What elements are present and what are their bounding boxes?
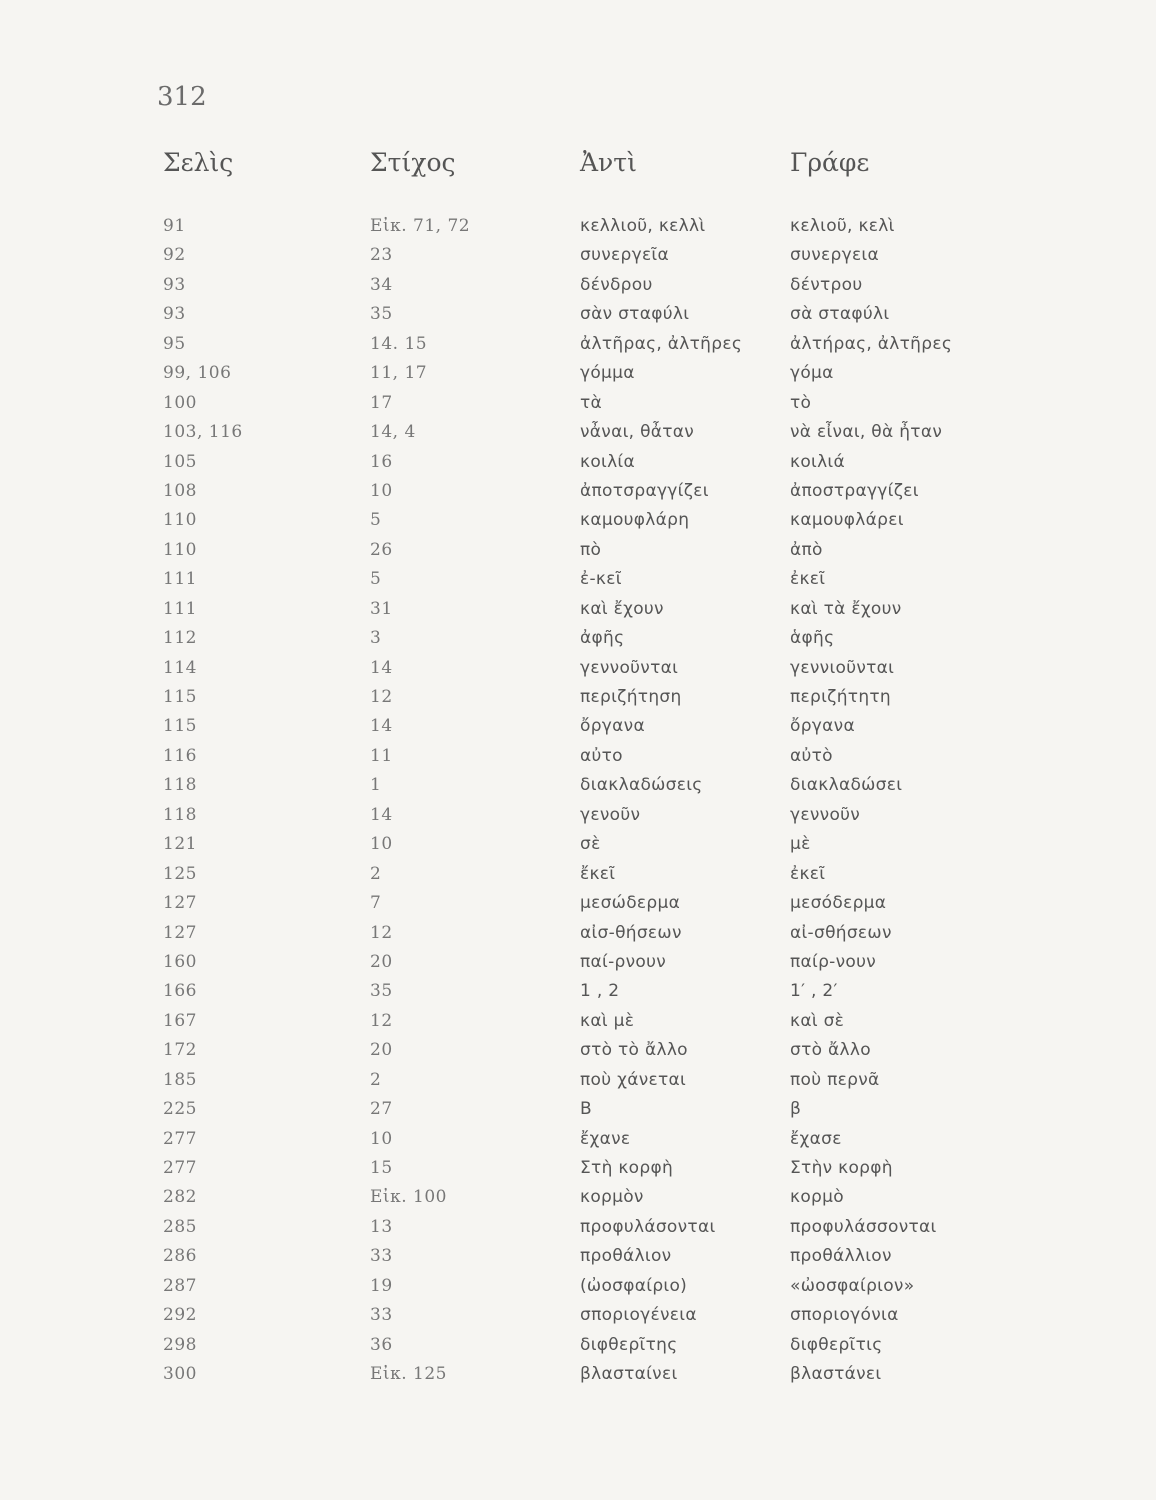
cell-line: 11 — [370, 745, 393, 766]
cell-instead-of: γεννοῦνται — [580, 657, 679, 678]
cell-instead-of: ποὺ χάνεται — [580, 1069, 687, 1090]
cell-write: προθάλλιον — [790, 1246, 892, 1267]
cell-page: 108 — [163, 480, 197, 501]
cell-page: 300 — [163, 1364, 197, 1385]
cell-page: 114 — [163, 657, 197, 678]
cell-write: μεσόδερμα — [790, 893, 887, 914]
cell-write: ἀλτήρας, ἀλτῆρες — [790, 333, 953, 354]
cell-instead-of: στὸ τὸ ἄλλο — [580, 1040, 688, 1061]
table-row — [0, 1360, 1156, 1389]
cell-write: προφυλάσσονται — [790, 1216, 937, 1237]
cell-write: ἁφῆς — [790, 628, 835, 649]
table-row — [0, 860, 1156, 889]
cell-instead-of: ἀφῆς — [580, 628, 625, 649]
cell-page: 115 — [163, 687, 197, 707]
cell-page: 91 — [163, 216, 186, 236]
cell-page: 95 — [163, 333, 186, 354]
cell-line: 5 — [370, 569, 382, 590]
cell-write: τὸ — [790, 392, 812, 413]
cell-write: στὸ ἄλλο — [790, 1040, 871, 1061]
errata-table-header — [0, 148, 1156, 182]
table-row — [0, 1066, 1156, 1095]
cell-write: περιζήτητη — [790, 687, 892, 707]
cell-line: Εἰκ. 71, 72 — [370, 216, 471, 236]
cell-write: γεννιοῦνται — [790, 657, 895, 678]
table-row — [0, 1301, 1156, 1330]
cell-instead-of: διφθερῖτης — [580, 1334, 678, 1355]
cell-write: νὰ εἶναι, θὰ ἦταν — [790, 422, 943, 443]
cell-line: 10 — [370, 834, 393, 855]
cell-instead-of: μεσώδερμα — [580, 893, 681, 914]
table-row — [0, 1242, 1156, 1271]
cell-line: 35 — [370, 304, 393, 325]
cell-line: 19 — [370, 1275, 393, 1296]
cell-write: παίρ-νουν — [790, 951, 877, 972]
table-row — [0, 1183, 1156, 1212]
table-row — [0, 654, 1156, 683]
cell-instead-of: Β — [580, 1099, 592, 1120]
cell-line: 2 — [370, 863, 382, 884]
cell-instead-of: ἀποτσραγγίζει — [580, 480, 709, 501]
cell-instead-of: ἀλτῆρας, ἀλτῆρες — [580, 333, 743, 354]
cell-instead-of: καὶ ἔχουν — [580, 598, 664, 619]
errata-table-body — [0, 212, 1156, 1390]
table-row — [0, 448, 1156, 477]
cell-page: 93 — [163, 274, 186, 295]
cell-instead-of: προθάλιον — [580, 1246, 672, 1267]
cell-page: 185 — [163, 1069, 197, 1090]
cell-line: 10 — [370, 1128, 393, 1149]
cell-page: 93 — [163, 304, 186, 325]
cell-page: 287 — [163, 1275, 197, 1296]
cell-page: 285 — [163, 1216, 197, 1237]
cell-line: 23 — [370, 245, 393, 266]
cell-line: 16 — [370, 451, 393, 472]
table-row — [0, 624, 1156, 653]
table-row — [0, 919, 1156, 948]
cell-instead-of: σὰν σταφύλι — [580, 304, 690, 325]
cell-instead-of: Στὴ κορφὴ — [580, 1158, 674, 1178]
cell-page: 111 — [163, 569, 197, 590]
table-row — [0, 389, 1156, 418]
cell-page: 172 — [163, 1040, 197, 1061]
cell-write: αὐτὸ — [790, 745, 833, 766]
cell-write: 1′ , 2′ — [790, 981, 838, 1002]
cell-write: γόμα — [790, 363, 834, 384]
cell-write: ποὺ περνᾶ — [790, 1069, 880, 1090]
table-row — [0, 771, 1156, 800]
table-row — [0, 477, 1156, 506]
cell-page: 116 — [163, 745, 197, 766]
cell-write: κοιλιά — [790, 451, 845, 472]
cell-instead-of: (ὠοσφαίριο) — [580, 1275, 688, 1296]
cell-instead-of: σὲ — [580, 834, 601, 855]
cell-line: 14 — [370, 657, 393, 678]
cell-write: δέντρου — [790, 274, 863, 295]
cell-line: Εἰκ. 100 — [370, 1187, 447, 1208]
table-row — [0, 595, 1156, 624]
cell-instead-of: διακλαδώσεις — [580, 775, 703, 796]
cell-page: 277 — [163, 1158, 197, 1178]
cell-line: 17 — [370, 392, 393, 413]
table-row — [0, 418, 1156, 447]
cell-page: 92 — [163, 245, 186, 266]
cell-line: 13 — [370, 1216, 393, 1237]
cell-instead-of: νἆναι, θἆταν — [580, 422, 695, 443]
table-row — [0, 536, 1156, 565]
cell-write: βλαστάνει — [790, 1364, 882, 1385]
cell-write: σποριογόνια — [790, 1305, 899, 1326]
cell-page: 110 — [163, 539, 197, 560]
cell-line: 20 — [370, 1040, 393, 1061]
cell-instead-of: παί-ρνουν — [580, 951, 667, 972]
cell-instead-of: καὶ μὲ — [580, 1010, 635, 1031]
cell-line: 20 — [370, 951, 393, 972]
cell-write: σὰ σταφύλι — [790, 304, 890, 325]
cell-page: 282 — [163, 1187, 197, 1208]
cell-instead-of: ἔχανε — [580, 1128, 631, 1149]
table-row — [0, 801, 1156, 830]
cell-write: ἐκεῖ — [790, 863, 826, 884]
cell-line: 10 — [370, 480, 393, 501]
cell-write: διφθερῖτις — [790, 1334, 883, 1355]
cell-page: 121 — [163, 834, 197, 855]
cell-write: β — [790, 1099, 802, 1120]
table-row — [0, 565, 1156, 594]
cell-instead-of: γενοῦν — [580, 804, 641, 825]
table-row — [0, 212, 1156, 241]
cell-write: «ὠοσφαίριον» — [790, 1275, 915, 1296]
cell-line: 12 — [370, 1010, 393, 1031]
table-row — [0, 1095, 1156, 1124]
table-row — [0, 1007, 1156, 1036]
cell-line: 14. 15 — [370, 333, 428, 354]
cell-page: 112 — [163, 628, 197, 649]
cell-page: 118 — [163, 775, 197, 796]
cell-page: 277 — [163, 1128, 197, 1149]
cell-instead-of: καμουφλάρη — [580, 510, 690, 531]
cell-page: 167 — [163, 1010, 197, 1031]
cell-line: 15 — [370, 1158, 393, 1178]
table-row — [0, 830, 1156, 859]
cell-page: 286 — [163, 1246, 197, 1267]
cell-line: Εἰκ. 125 — [370, 1364, 447, 1385]
cell-instead-of: αὐτο — [580, 745, 623, 766]
cell-page: 166 — [163, 981, 197, 1002]
cell-instead-of: κορμὸν — [580, 1187, 644, 1208]
cell-instead-of: περιζήτηση — [580, 687, 682, 707]
cell-write: καὶ τὰ ἔχουν — [790, 598, 902, 619]
cell-line: 33 — [370, 1305, 393, 1326]
cell-instead-of: γόμμα — [580, 363, 635, 384]
cell-write: συνεργεια — [790, 245, 879, 266]
cell-line: 11, 17 — [370, 363, 428, 384]
cell-write: κορμὸ — [790, 1187, 844, 1208]
cell-page: 118 — [163, 804, 197, 825]
cell-page: 111 — [163, 598, 197, 619]
cell-instead-of: κοιλία — [580, 451, 635, 472]
cell-instead-of: προφυλάσονται — [580, 1216, 716, 1237]
table-row — [0, 1154, 1156, 1183]
header-page: Σελὶς — [163, 148, 234, 177]
table-row — [0, 742, 1156, 771]
table-row — [0, 889, 1156, 918]
cell-line: 12 — [370, 922, 393, 943]
cell-write: γεννοῦν — [790, 804, 861, 825]
header-instead-of: Ἀντὶ — [580, 148, 637, 177]
cell-line: 31 — [370, 598, 393, 619]
cell-line: 33 — [370, 1246, 393, 1267]
cell-line: 1 — [370, 775, 382, 796]
table-row — [0, 271, 1156, 300]
cell-write: ἐκεῖ — [790, 569, 826, 590]
cell-write: ἔχασε — [790, 1128, 842, 1149]
cell-write: διακλαδώσει — [790, 775, 903, 796]
cell-instead-of: κελλιοῦ, κελλὶ — [580, 216, 706, 236]
cell-line: 14 — [370, 804, 393, 825]
header-line: Στίχος — [370, 148, 456, 177]
page-number: 312 — [157, 82, 207, 112]
cell-page: 225 — [163, 1099, 197, 1120]
cell-line: 7 — [370, 893, 382, 914]
table-row — [0, 300, 1156, 329]
cell-instead-of: δένδρου — [580, 274, 653, 295]
cell-write: ἀποστραγγίζει — [790, 480, 919, 501]
table-row — [0, 359, 1156, 388]
cell-line: 14 — [370, 716, 393, 737]
cell-instead-of: αἰσ-θήσεων — [580, 922, 682, 943]
cell-instead-of: ὄργανα — [580, 716, 645, 737]
cell-line: 2 — [370, 1069, 382, 1090]
cell-line: 36 — [370, 1334, 393, 1355]
cell-instead-of: ἔκεῖ — [580, 863, 616, 884]
table-row — [0, 1125, 1156, 1154]
cell-write: μὲ — [790, 834, 811, 855]
cell-write: κελιοῦ, κελὶ — [790, 216, 895, 236]
cell-write: Στὴν κορφὴ — [790, 1158, 893, 1178]
table-row — [0, 1213, 1156, 1242]
cell-page: 100 — [163, 392, 197, 413]
table-row — [0, 1036, 1156, 1065]
cell-line: 34 — [370, 274, 393, 295]
cell-instead-of: βλασταίνει — [580, 1364, 678, 1385]
cell-line: 3 — [370, 628, 382, 649]
cell-line: 5 — [370, 510, 382, 531]
table-row — [0, 977, 1156, 1006]
cell-instead-of: τὰ — [580, 392, 603, 413]
cell-line: 26 — [370, 539, 393, 560]
cell-instead-of: ἐ-κεῖ — [580, 569, 622, 590]
cell-write: καμουφλάρει — [790, 510, 904, 531]
cell-write: καὶ σὲ — [790, 1010, 845, 1031]
cell-line: 14, 4 — [370, 422, 416, 443]
table-row — [0, 330, 1156, 359]
cell-page: 99, 106 — [163, 363, 232, 384]
table-row — [0, 1331, 1156, 1360]
header-write: Γράφε — [790, 148, 870, 177]
cell-page: 160 — [163, 951, 197, 972]
cell-instead-of: 1 , 2 — [580, 981, 620, 1002]
cell-page: 110 — [163, 510, 197, 531]
cell-instead-of: συνεργεῖα — [580, 245, 669, 266]
cell-page: 298 — [163, 1334, 197, 1355]
cell-page: 127 — [163, 922, 197, 943]
table-row — [0, 683, 1156, 712]
cell-line: 27 — [370, 1099, 393, 1120]
table-row — [0, 948, 1156, 977]
cell-write: ὄργανα — [790, 716, 855, 737]
table-row — [0, 506, 1156, 535]
cell-instead-of: σποριογένεια — [580, 1305, 697, 1326]
cell-page: 103, 116 — [163, 422, 243, 443]
cell-page: 125 — [163, 863, 197, 884]
table-row — [0, 241, 1156, 270]
cell-write: ἀπὸ — [790, 539, 823, 560]
table-row — [0, 1272, 1156, 1301]
cell-page: 105 — [163, 451, 197, 472]
cell-page: 127 — [163, 893, 197, 914]
cell-page: 115 — [163, 716, 197, 737]
cell-line: 12 — [370, 687, 393, 707]
cell-page: 292 — [163, 1305, 197, 1326]
cell-write: αἰ-σθήσεων — [790, 922, 892, 943]
cell-instead-of: πὸ — [580, 539, 602, 560]
table-row — [0, 712, 1156, 741]
cell-line: 35 — [370, 981, 393, 1002]
